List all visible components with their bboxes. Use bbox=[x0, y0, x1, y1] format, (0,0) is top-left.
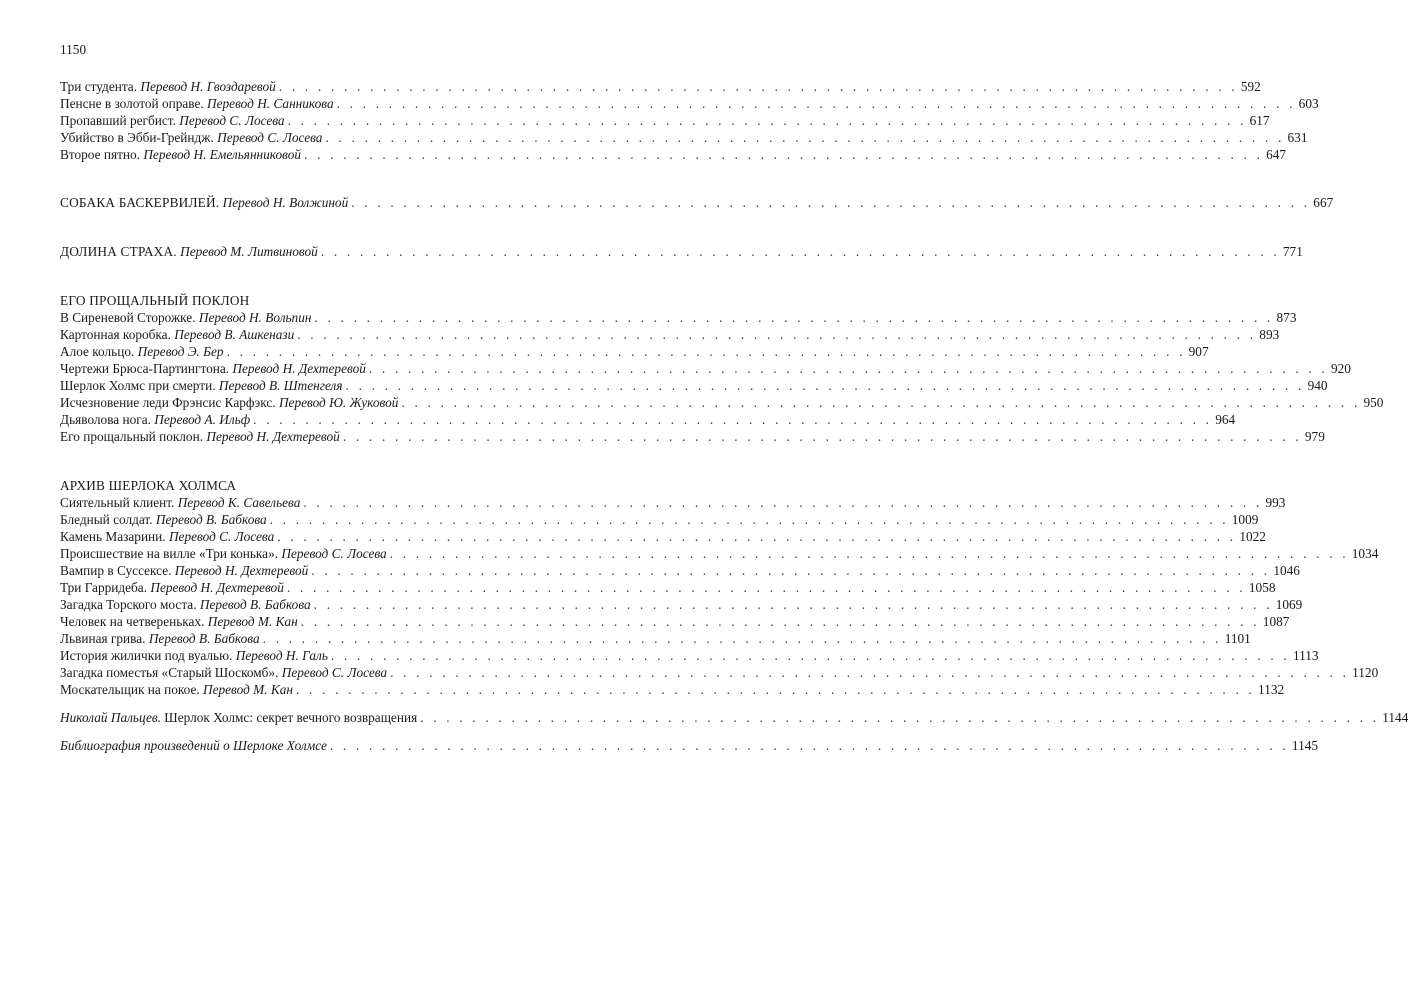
entry-title: Шерлок Холмс при смерти. bbox=[60, 378, 216, 393]
entry-page: 1069 bbox=[1275, 597, 1303, 612]
entry-title: Бледный солдат. bbox=[60, 512, 153, 527]
dot-leader: . . . . . . . . . . . . . . . . . . . . . . . . . . . . . . . . . . . . . . . . . . . . . . . . . . . . . . . . . . . . . . . . . . . . . . . . . . bbox=[329, 738, 1289, 753]
dot-leader: . . . . . . . . . . . . . . . . . . . . . . . . . . . . . . . . . . . . . . . . . . . . . . . . . . . . . . . . . . . . . . . . . . . . . . . . . . bbox=[300, 614, 1260, 629]
toc-entry bbox=[60, 494, 1286, 511]
dot-leader: . . . . . . . . . . . . . . . . . . . . . . . . . . . . . . . . . . . . . . . . . . . . . . . . . . . . . . . . . . . . . . . . . . . . . . . . . . bbox=[262, 631, 1222, 646]
entry-page: 1132 bbox=[1258, 682, 1285, 697]
dot-leader: . . . . . . . . . . . . . . . . . . . . . . . . . . . . . . . . . . . . . . . . . . . . . . . . . . . . . . . . . . . . . . . . . . . . . . . . . . bbox=[304, 147, 1264, 162]
entry-translator: Перевод С. Лосева bbox=[217, 130, 323, 145]
entry-translator: Перевод В. Ашкенази bbox=[174, 327, 295, 342]
entry-title: История жилички под вуалью. bbox=[60, 648, 233, 663]
entry-translator: Перевод Н. Дехтеревой bbox=[174, 563, 309, 578]
entry-translator: Перевод Н. Дехтеревой bbox=[232, 361, 366, 376]
toc-entry bbox=[60, 146, 1287, 163]
section-heading: ЕГО ПРОЩАЛЬНЫЙ ПОКЛОН bbox=[60, 293, 250, 308]
toc-entry bbox=[60, 579, 1276, 596]
dot-leader: . . . . . . . . . . . . . . . . . . . . . . . . . . . . . . . . . . . . . . . . . . . . . . . . . . . . . . . . . . . . . . . . . . . . . . . . . . bbox=[278, 79, 1238, 94]
entry-page: 979 bbox=[1304, 429, 1325, 444]
entry-page: 1144 bbox=[1382, 710, 1408, 725]
toc-entry bbox=[60, 511, 1259, 528]
entry-page: 771 bbox=[1282, 244, 1303, 259]
toc-entry bbox=[60, 112, 1270, 129]
toc-entry bbox=[60, 681, 1285, 698]
toc-entry bbox=[60, 647, 1319, 664]
toc-entry bbox=[60, 596, 1303, 613]
entry-title: Происшествие на вилле «Три конька». bbox=[60, 546, 279, 561]
toc-entry bbox=[60, 428, 1325, 445]
entry-title: Дьяволова нога. bbox=[60, 412, 151, 427]
entry-page: 647 bbox=[1266, 147, 1287, 162]
dot-leader: . . . . . . . . . . . . . . . . . . . . . . . . . . . . . . . . . . . . . . . . . . . . . . . . . . . . . . . . . . . . . . . . . . . . . . . . . . bbox=[313, 597, 1273, 612]
dot-leader: . . . . . . . . . . . . . . . . . . . . . . . . . . . . . . . . . . . . . . . . . . . . . . . . . . . . . . . . . . . . . . . . . . . . . . . . . . bbox=[295, 682, 1256, 697]
entry-translator: Перевод Н. Дехтеревой bbox=[150, 580, 284, 595]
entry-translator: Перевод С. Лосева bbox=[281, 665, 388, 680]
toc-entry bbox=[60, 343, 1209, 360]
entry-translator: Перевод В. Бабкова bbox=[155, 512, 267, 527]
entry-title: Камень Мазарини. bbox=[60, 529, 166, 544]
entry-translator: Перевод Н. Галь bbox=[235, 648, 328, 663]
dot-leader: . . . . . . . . . . . . . . . . . . . . . . . . . . . . . . . . . . . . . . . . . . . . . . . . . . . . . . . . . . . . . . . . . . . . . . . . . . bbox=[342, 429, 1302, 444]
dot-leader: . . . . . . . . . . . . . . . . . . . . . . . . . . . . . . . . . . . . . . . . . . . . . . . . . . . . . . . . . . . . . . . . . . . . . . . . . . bbox=[286, 580, 1246, 595]
entry-title: Алое кольцо. bbox=[60, 344, 135, 359]
entry-title: СОБАКА БАСКЕРВИЛЕЙ. bbox=[60, 195, 220, 210]
toc-entry bbox=[60, 613, 1290, 630]
entry-page: 667 bbox=[1313, 195, 1334, 210]
entry-title: Исчезновение леди Фрэнсис Карфэкс. bbox=[60, 395, 276, 410]
entry-page: 1113 bbox=[1292, 648, 1319, 663]
entry-title: Вампир в Суссексе. bbox=[60, 563, 172, 578]
entry-title: Пенсне в золотой оправе. bbox=[60, 96, 204, 111]
entry-page: 603 bbox=[1298, 96, 1319, 111]
entry-translator: Перевод С. Лосева bbox=[168, 529, 275, 544]
toc-entry bbox=[60, 243, 1303, 260]
entry-title: Три Гарридеба. bbox=[60, 580, 148, 595]
entry-page: 873 bbox=[1276, 310, 1297, 325]
entry-title: Библиография произведений о Шерлоке Холмсе bbox=[60, 738, 327, 753]
toc-entry bbox=[60, 194, 1334, 211]
entry-page: 993 bbox=[1265, 495, 1286, 510]
entry-translator: Перевод Н. Волжиной bbox=[222, 195, 349, 210]
toc-entry bbox=[60, 129, 1308, 146]
toc-entry bbox=[60, 545, 1379, 562]
toc-entry bbox=[60, 394, 1384, 411]
entry-page: 1145 bbox=[1291, 738, 1319, 753]
table-of-contents bbox=[60, 78, 1408, 754]
toc-entry bbox=[60, 309, 1297, 326]
entry-page: 1034 bbox=[1351, 546, 1379, 561]
section-casebook bbox=[60, 477, 1379, 698]
entry-page: 1101 bbox=[1224, 631, 1251, 646]
dot-leader: . . . . . . . . . . . . . . . . . . . . . . . . . . . . . . . . . . . . . . . . . . . . . . . . . . . . . . . . . . . . . . . . . . . . . . . . . . bbox=[325, 130, 1285, 145]
dot-leader: . . . . . . . . . . . . . . . . . . . . . . . . . . . . . . . . . . . . . . . . . . . . . . . . . . . . . . . . . . . . . . . . . . . . . . . . . . bbox=[389, 546, 1349, 561]
entry-title: Пропавший регбист. bbox=[60, 113, 176, 128]
section-heading: АРХИВ ШЕРЛОКА ХОЛМСА bbox=[60, 478, 237, 493]
dot-leader: . . . . . . . . . . . . . . . . . . . . . . . . . . . . . . . . . . . . . . . . . . . . . . . . . . . . . . . . . . . . . . . . . . . . . . . . . . bbox=[390, 665, 1350, 680]
dot-leader: . . . . . . . . . . . . . . . . . . . . . . . . . . . . . . . . . . . . . . . . . . . . . . . . . . . . . . . . . . . . . . . . . . . . . . . . . . bbox=[345, 378, 1305, 393]
entry-title: Москательщик на покое. bbox=[60, 682, 200, 697]
entry-translator: Перевод Н. Санникова bbox=[207, 96, 334, 111]
entry-title: ДОЛИНА СТРАХА. bbox=[60, 244, 177, 259]
entry-translator: Перевод М. Литвиновой bbox=[180, 244, 318, 259]
section-hound bbox=[60, 194, 1334, 211]
toc-entry bbox=[60, 411, 1236, 428]
toc-entry bbox=[60, 709, 1408, 726]
entry-page: 1058 bbox=[1248, 580, 1276, 595]
entry-translator: Перевод Н. Емельянниковой bbox=[143, 147, 302, 162]
dot-leader: . . . . . . . . . . . . . . . . . . . . . . . . . . . . . . . . . . . . . . . . . . . . . . . . . . . . . . . . . . . . . . . . . . . . . . . . . . bbox=[253, 412, 1213, 427]
entry-page: 964 bbox=[1215, 412, 1236, 427]
dot-leader: . . . . . . . . . . . . . . . . . . . . . . . . . . . . . . . . . . . . . . . . . . . . . . . . . . . . . . . . . . . . . . . . . . . . . . . . . . bbox=[226, 344, 1186, 359]
entry-title: Человек на четвереньках. bbox=[60, 614, 205, 629]
entry-title: Его прощальный поклон. bbox=[60, 429, 204, 444]
toc-entry bbox=[60, 78, 1261, 95]
entry-page: 940 bbox=[1307, 378, 1328, 393]
group-return bbox=[60, 78, 1319, 163]
entry-page: 920 bbox=[1330, 361, 1351, 376]
essay-author: Николай Пальцев. bbox=[60, 710, 161, 725]
entry-page: 950 bbox=[1363, 395, 1384, 410]
entry-translator: Перевод В. Бабкова bbox=[148, 631, 260, 646]
entry-page: 1022 bbox=[1239, 529, 1266, 544]
entry-translator: Перевод Н. Вольпин bbox=[198, 310, 312, 325]
section-essay bbox=[60, 709, 1408, 726]
toc-entry bbox=[60, 562, 1300, 579]
section-valley bbox=[60, 243, 1303, 260]
entry-translator: Перевод С. Лосева bbox=[179, 113, 285, 128]
dot-leader: . . . . . . . . . . . . . . . . . . . . . . . . . . . . . . . . . . . . . . . . . . . . . . . . . . . . . . . . . . . . . . . . . . . . . . . . . . bbox=[277, 529, 1237, 544]
entry-title: Три студента. bbox=[60, 79, 138, 94]
toc-entry bbox=[60, 377, 1328, 394]
entry-title: Львиная грива. bbox=[60, 631, 146, 646]
entry-translator: Перевод М. Кан bbox=[207, 614, 298, 629]
dot-leader: . . . . . . . . . . . . . . . . . . . . . . . . . . . . . . . . . . . . . . . . . . . . . . . . . . . . . . . . . . . . . . . . . . . . . . . . . . bbox=[311, 563, 1271, 578]
section-bibliography bbox=[60, 737, 1319, 754]
entry-page: 617 bbox=[1249, 113, 1270, 128]
section-last-bow bbox=[60, 292, 1384, 445]
entry-translator: Перевод Н. Гвоздаревой bbox=[140, 79, 276, 94]
entry-page: 631 bbox=[1287, 130, 1308, 145]
toc-entry bbox=[60, 95, 1319, 112]
dot-leader: . . . . . . . . . . . . . . . . . . . . . . . . . . . . . . . . . . . . . . . . . . . . . . . . . . . . . . . . . . . . . . . . . . . . . . . . . . bbox=[368, 361, 1328, 376]
entry-title: Убийство в Эбби-Грейндж. bbox=[60, 130, 214, 145]
toc-entry bbox=[60, 360, 1351, 377]
toc-entry bbox=[60, 664, 1379, 681]
entry-page: 1009 bbox=[1231, 512, 1259, 527]
dot-leader: . . . . . . . . . . . . . . . . . . . . . . . . . . . . . . . . . . . . . . . . . . . . . . . . . . . . . . . . . . . . . . . . . . . . . . . . . . bbox=[287, 113, 1247, 128]
toc-entry bbox=[60, 737, 1319, 754]
toc-entry bbox=[60, 630, 1251, 647]
entry-page: 1046 bbox=[1273, 563, 1300, 578]
entry-title: Картонная коробка. bbox=[60, 327, 171, 342]
entry-title: Загадка Торского моста. bbox=[60, 597, 197, 612]
dot-leader: . . . . . . . . . . . . . . . . . . . . . . . . . . . . . . . . . . . . . . . . . . . . . . . . . . . . . . . . . . . . . . . . . . . . . . . . . . bbox=[401, 395, 1361, 410]
toc-entry bbox=[60, 326, 1280, 343]
entry-translator: Перевод В. Бабкова bbox=[199, 597, 311, 612]
entry-translator: Перевод Ю. Жуковой bbox=[278, 395, 399, 410]
entry-page: 592 bbox=[1240, 79, 1261, 94]
dot-leader: . . . . . . . . . . . . . . . . . . . . . . . . . . . . . . . . . . . . . . . . . . . . . . . . . . . . . . . . . . . . . . . . . . . . . . . . . . bbox=[330, 648, 1290, 663]
entry-title: Сиятельный клиент. bbox=[60, 495, 175, 510]
entry-title: Загадка поместья «Старый Шоскомб». bbox=[60, 665, 279, 680]
dot-leader: . . . . . . . . . . . . . . . . . . . . . . . . . . . . . . . . . . . . . . . . . . . . . . . . . . . . . . . . . . . . . . . . . . . . . . . . . . bbox=[420, 710, 1380, 725]
entry-page: 907 bbox=[1188, 344, 1209, 359]
dot-leader: . . . . . . . . . . . . . . . . . . . . . . . . . . . . . . . . . . . . . . . . . . . . . . . . . . . . . . . . . . . . . . . . . . . . . . . . . . bbox=[269, 512, 1229, 527]
entry-page: 1087 bbox=[1262, 614, 1290, 629]
toc-entry bbox=[60, 528, 1266, 545]
entry-translator: Перевод С. Лосева bbox=[281, 546, 387, 561]
entry-title: Чертежи Брюса-Партингтона. bbox=[60, 361, 230, 376]
entry-translator: Перевод Н. Дехтеревой bbox=[206, 429, 340, 444]
entry-translator: Перевод А. Ильф bbox=[154, 412, 251, 427]
entry-translator: Перевод В. Штенгеля bbox=[218, 378, 343, 393]
entry-page: 893 bbox=[1259, 327, 1280, 342]
dot-leader: . . . . . . . . . . . . . . . . . . . . . . . . . . . . . . . . . . . . . . . . . . . . . . . . . . . . . . . . . . . . . . . . . . . . . . . . . . bbox=[303, 495, 1263, 510]
entry-title: В Сиреневой Сторожке. bbox=[60, 310, 196, 325]
dot-leader: . . . . . . . . . . . . . . . . . . . . . . . . . . . . . . . . . . . . . . . . . . . . . . . . . . . . . . . . . . . . . . . . . . . . . . . . . . bbox=[320, 244, 1280, 259]
entry-title: Второе пятно. bbox=[60, 147, 140, 162]
dot-leader: . . . . . . . . . . . . . . . . . . . . . . . . . . . . . . . . . . . . . . . . . . . . . . . . . . . . . . . . . . . . . . . . . . . . . . . . . . bbox=[336, 96, 1296, 111]
dot-leader: . . . . . . . . . . . . . . . . . . . . . . . . . . . . . . . . . . . . . . . . . . . . . . . . . . . . . . . . . . . . . . . . . . . . . . . . . . bbox=[297, 327, 1257, 342]
entry-title: Шерлок Холмс: секрет вечного возвращения bbox=[164, 710, 418, 725]
entry-translator: Перевод Э. Бер bbox=[137, 344, 224, 359]
entry-translator: Перевод К. Савельева bbox=[177, 495, 301, 510]
page-number: 1150 bbox=[60, 42, 87, 57]
dot-leader: . . . . . . . . . . . . . . . . . . . . . . . . . . . . . . . . . . . . . . . . . . . . . . . . . . . . . . . . . . . . . . . . . . . . . . . . . . bbox=[351, 195, 1311, 210]
entry-page: 1120 bbox=[1352, 665, 1379, 680]
entry-translator: Перевод М. Кан bbox=[203, 682, 293, 697]
dot-leader: . . . . . . . . . . . . . . . . . . . . . . . . . . . . . . . . . . . . . . . . . . . . . . . . . . . . . . . . . . . . . . . . . . . . . . . . . . bbox=[314, 310, 1274, 325]
